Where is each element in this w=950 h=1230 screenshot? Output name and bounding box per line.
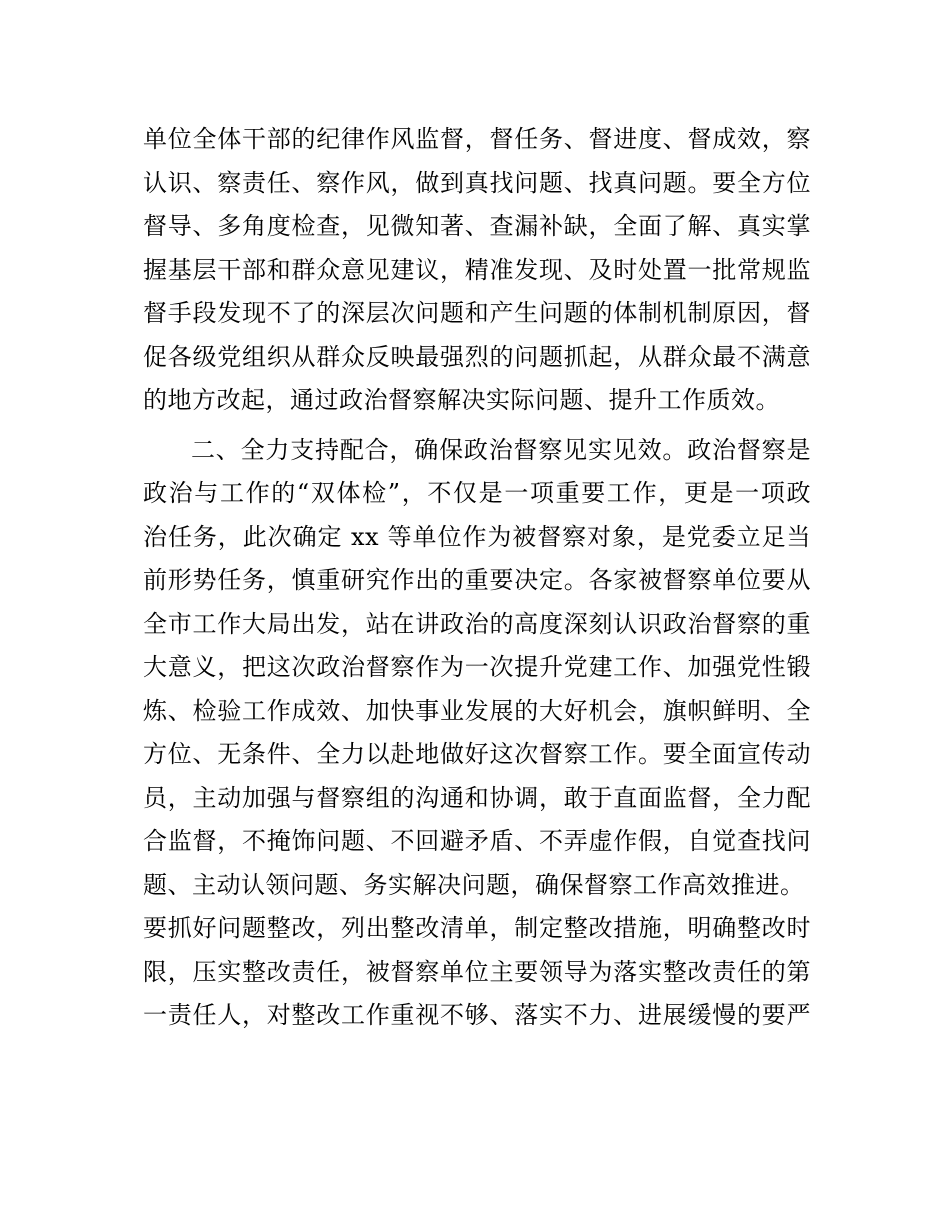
- text-line: 要抓好问题整改，列出整改清单，制定整改措施，明确整改时: [143, 914, 811, 942]
- text-line: 认识、察责任、察作风，做到真找问题、找真问题。要全方位: [143, 168, 811, 197]
- text-line: 前形势任务，慎重研究作出的重要决定。各家被督察单位要从: [143, 566, 811, 594]
- text-line: 炼、检验工作成效、加快事业发展的大好机会，旗帜鲜明、全: [143, 696, 811, 725]
- text-line: 合监督，不掩饰问题、不回避矛盾、不弄虚作假，自觉查找问: [143, 827, 811, 855]
- paragraph-2: [143, 429, 811, 1038]
- text-line: 督手段发现不了的深层次问题和产生问题的体制机制原因，督: [143, 299, 811, 327]
- document-body: [143, 118, 811, 1038]
- text-line: 握基层干部和群众意见建议，精准发现、及时处置一批常规监: [143, 255, 811, 284]
- text-line: 促各级党组织从群众反映最强烈的问题抓起，从群众最不满意: [143, 342, 811, 371]
- text-line: 大意义，把这次政治督察作为一次提升党建工作、加强党性锻: [143, 653, 811, 681]
- text-line: 治任务，此次确定 xx 等单位作为被督察对象，是党委立足当: [143, 522, 811, 551]
- text-line: 二、全力支持配合，确保政治督察见实见效。政治督察是: [191, 435, 811, 464]
- text-line: 一责任人，对整改工作重视不够、落实不力、进展缓慢的要严: [143, 1001, 811, 1029]
- text-line: 政治与工作的“双体检”，不仅是一项重要工作，更是一项政: [143, 479, 811, 507]
- text-line: 员，主动加强与督察组的沟通和协调，敢于直面监督，全力配: [143, 783, 811, 812]
- text-line: 全市工作大局出发，站在讲政治的高度深刻认识政治督察的重: [143, 609, 811, 638]
- paragraph-1: [143, 118, 811, 423]
- text-line: 题、主动认领问题、务实解决问题，确保督察工作高效推进。: [143, 870, 805, 899]
- text-line: 单位全体干部的纪律作风监督，督任务、督进度、督成效，察: [143, 125, 811, 153]
- text-line: 督导、多角度检查，见微知著、查漏补缺，全面了解、真实掌: [143, 212, 811, 240]
- text-line: 方位、无条件、全力以赴地做好这次督察工作。要全面宣传动: [143, 740, 811, 768]
- text-line: 的地方改起，通过政治督察解决实际问题、提升工作质效。: [143, 386, 780, 414]
- text-line: 限，压实整改责任，被督察单位主要领导为落实整改责任的第: [143, 957, 811, 986]
